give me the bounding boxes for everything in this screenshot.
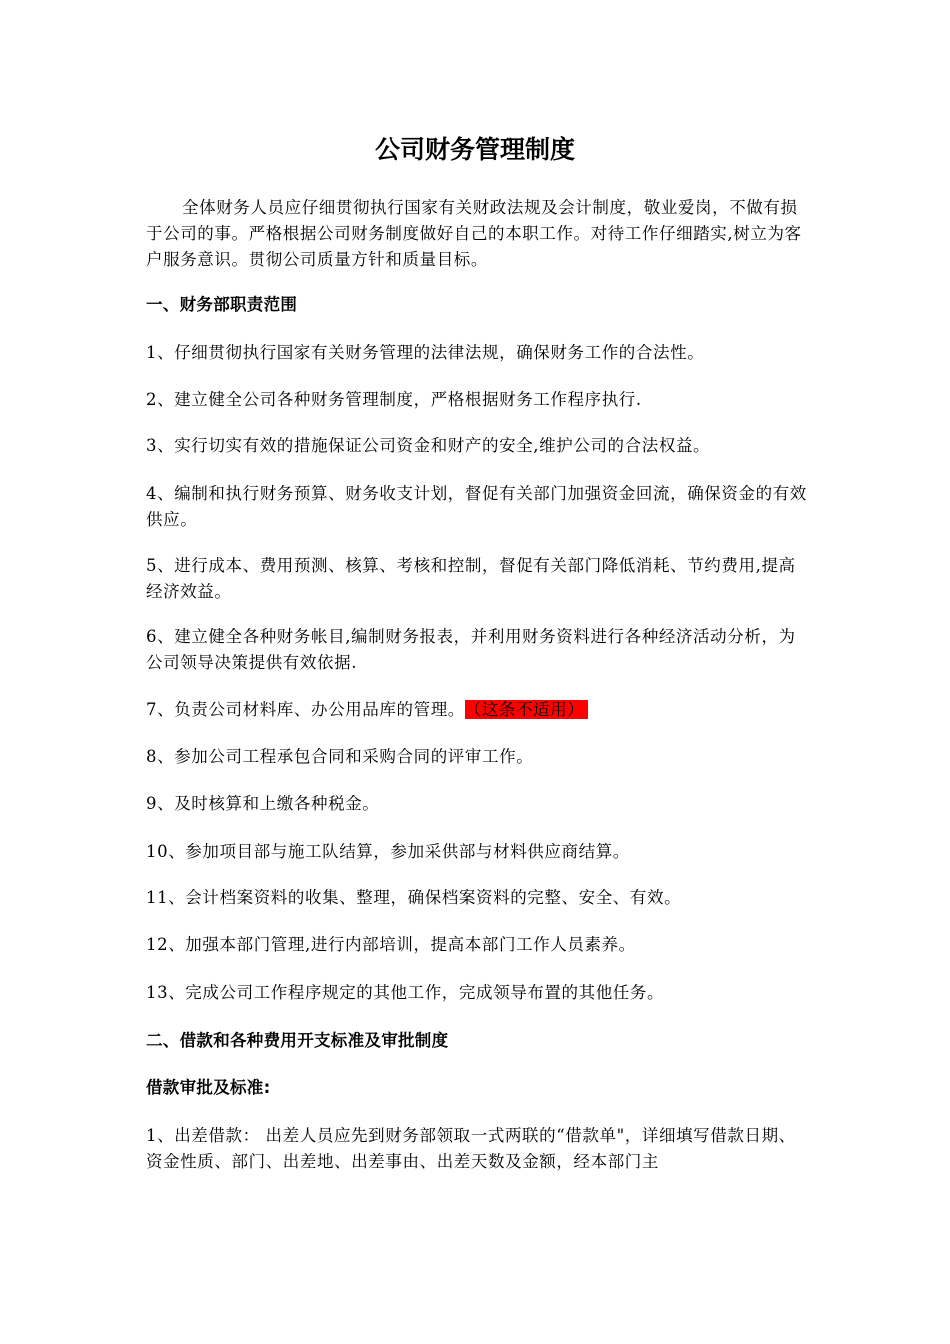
duty-item-6: 6、建立健全各种财务帐目,编制财务报表，并利用财务资料进行各种经济活动分析，为公司领导决策提供有效依据.: [146, 627, 796, 672]
not-applicable-note: （这条不适用）: [465, 700, 588, 719]
loan-approval-subheading: 借款审批及标准:: [146, 1078, 271, 1097]
duty-item-7: [146, 697, 810, 723]
duty-item-1: 1、仔细贯彻执行国家有关财务管理的法律法规，确保财务工作的合法性。: [146, 343, 705, 362]
duty-item-7-text: 7、负责公司材料库、办公用品库的管理。: [146, 700, 465, 719]
duty-item-4: 4、编制和执行财务预算、财务收支计划，督促有关部门加强资金回流，确保资金的有效供应。: [146, 484, 807, 529]
duty-item-8: 8、参加公司工程承包合同和采购合同的评审工作。: [146, 747, 534, 766]
duty-item-13: 13、完成公司工作程序规定的其他工作，完成领导布置的其他任务。: [146, 983, 665, 1002]
duty-item-3: 3、实行切实有效的措施保证公司资金和财产的安全,维护公司的合法权益。: [146, 436, 711, 455]
intro-paragraph: 全体财务人员应仔细贯彻执行国家有关财政法规及会计制度，敬业爱岗，不做有损于公司的事。严格根据公司财务制度做好自己的本职工作。对待工作仔细踏实,树立为客户服务意识。贯彻公司质量方针和质量目标。: [146, 198, 802, 269]
duty-item-11: 11、会计档案资料的收集、整理，确保档案资料的完整、安全、有效。: [146, 888, 682, 907]
duty-item-12: 12、加强本部门管理,进行内部培训，提高本部门工作人员素养。: [146, 935, 636, 954]
duty-item-9: 9、及时核算和上缴各种税金。: [146, 794, 380, 813]
duty-item-2: 2、建立健全公司各种财务管理制度，严格根据财务工作程序执行.: [146, 390, 642, 409]
loan-item-1: 1、出差借款： 出差人员应先到财务部领取一式两联的“借款单"，详细填写借款日期、资金性质、部门、出差地、出差事由、出差天数及金额，经本部门主: [146, 1126, 796, 1171]
duty-item-10: 10、参加项目部与施工队结算，参加采供部与材料供应商结算。: [146, 842, 630, 861]
document-title: 公司财务管理制度: [374, 135, 575, 164]
duty-item-5: 5、进行成本、费用预测、核算、考核和控制，督促有关部门降低消耗、节约费用,提高经济效益。: [146, 556, 796, 601]
section-2-heading: 二、借款和各种费用开支标准及审批制度: [146, 1031, 449, 1050]
section-1-heading: 一、财务部职责范围: [146, 295, 298, 314]
